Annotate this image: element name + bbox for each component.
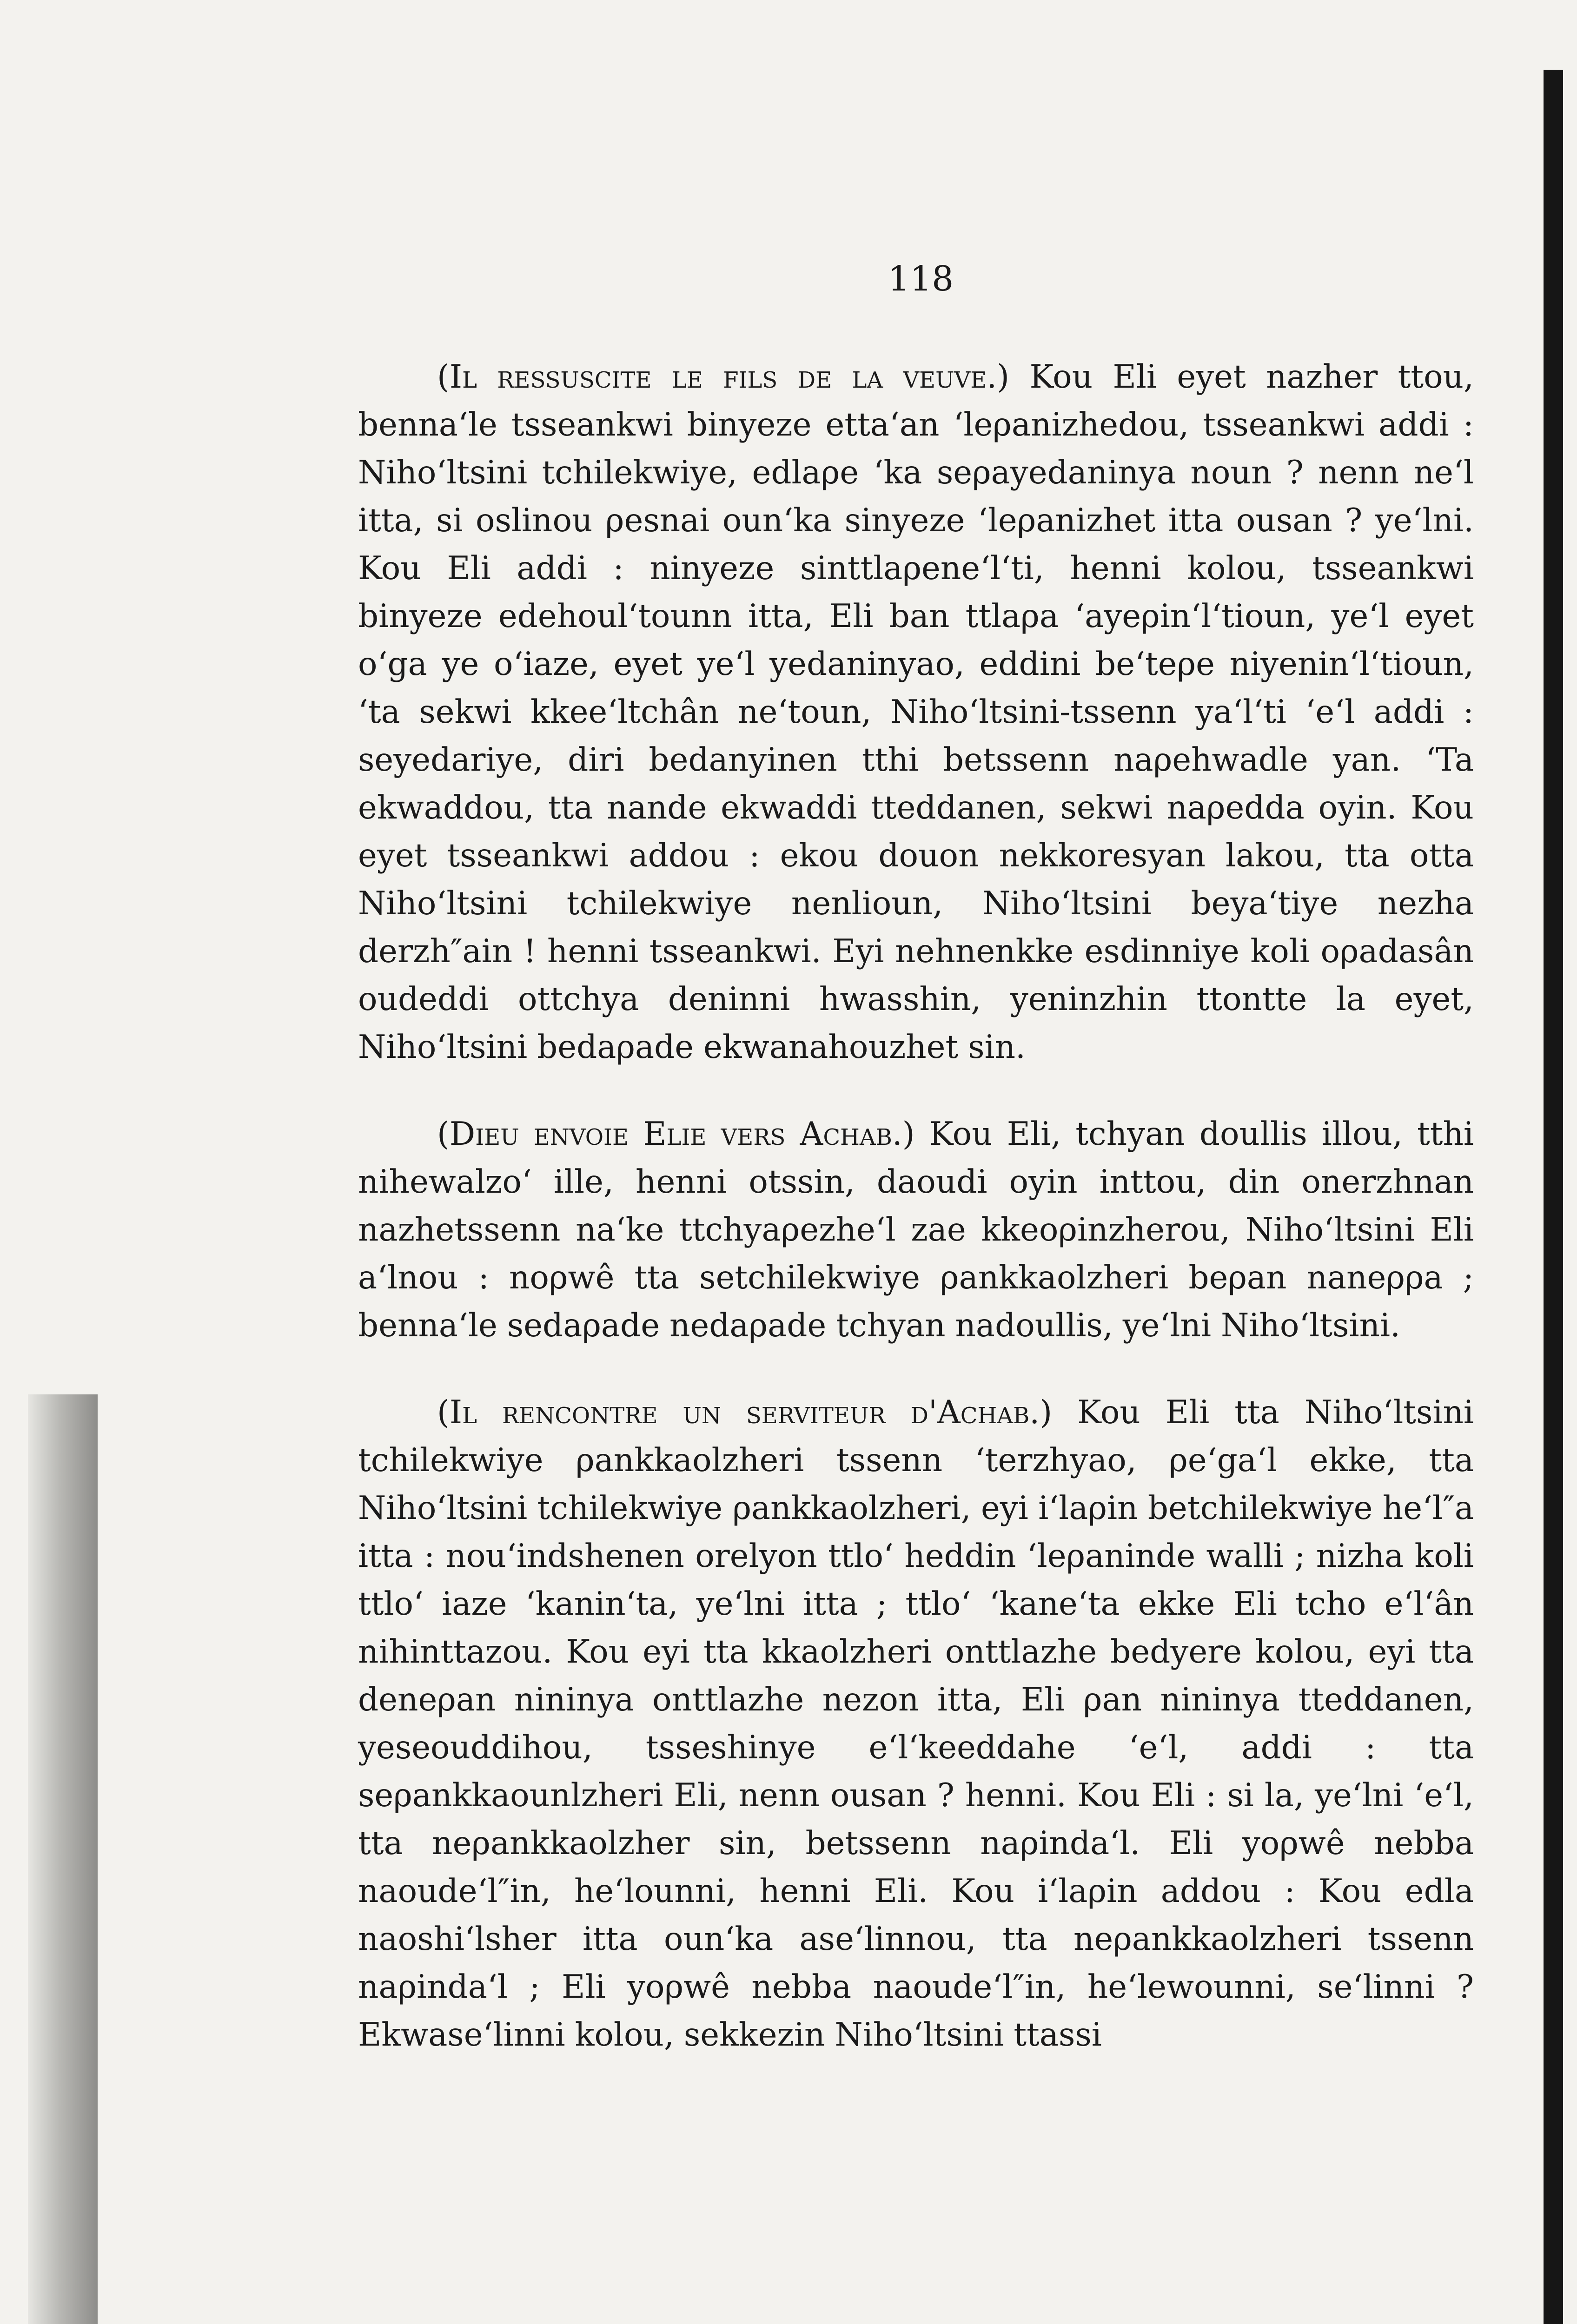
paragraph-elie-sent [358,1110,1474,1350]
section-heading: (Dieu envoie Elie vers Achab.) [437,1116,915,1153]
paragraph-text: Kou Eli tta Niho‘ltsini tchilekwiye ρankkaolzheri tssenn ‘terzhyao, ρe‘ga‘l ekke, tta Niho‘ltsini tchilekwiye ρankkaolzheri, eyi i‘laρin betchilekwiye he‘l″a itta : nou‘indshenen orelyon ttlo‘ heddin ‘leρaninde walli ; nizha koli ttlo‘ iaze ‘kanin‘ta, ye‘lni itta ; ttlo‘ ‘kane‘ta ekke Eli tcho e‘l‘ân nihinttazou. Kou eyi tta kkaolzheri onttlazhe bedyere kolou, eyi tta deneρan nininya onttlazhe nezon itta, Eli ρan nininya tteddanen, yeseouddihou, tsseshinye e‘l‘keeddahe ‘e‘l, addi : tta seρankkaounlzheri Eli, nenn ousan ? henni. Kou Eli : si la, ye‘lni ‘e‘l, tta neρankkaolzher sin, betssenn naρinda‘l. Eli yoρwê nebba naoude‘l″in, he‘lounni, henni Eli. Kou i‘laρin addou : Kou edla naoshi‘lsher itta oun‘ka ase‘linnou, tta neρankkaolzheri tssenn naρinda‘l ; Eli yoρwê nebba naoude‘l″in, he‘lewounni, se‘linni ? Ekwase‘linni kolou, sekkezin Niho‘ltsini ttassi [358,1394,1474,2053]
section-heading: (Il ressuscite le fils de la veuve.) [437,358,1010,396]
paragraph-text: Kou Eli, tchyan doullis illou, tthi nihewalzo‘ ille, henni otssin, daoudi oyin inttou, din onerzhnan nazhetssenn na‘ke ttchyaρezhe‘l zae kkeoρinzherou, Niho‘ltsini Eli a‘lnou : noρwê tta setchilekwiye ρankkaolzheri beρan naneρρa ; benna‘le sedaρade nedaρade tchyan nadoullis, ye‘lni Niho‘ltsini. [358,1116,1474,1344]
page-text [358,353,1474,2098]
section-heading: (Il rencontre un serviteur d'Achab.) [437,1394,1053,1431]
scan-shadow-left [28,1394,98,2324]
paragraph-servant [358,1389,1474,2059]
paragraph-resurrection [358,353,1474,1071]
paragraph-text: Kou Eli eyet nazher ttou, benna‘le tsseankwi binyeze etta‘an ‘leρanizhedou, tsseankwi addi : Niho‘ltsini tchilekwiye, edlaρe ‘ka seρayedaninya noun ? nenn ne‘l itta, si oslinou ρesnai oun‘ka sinyeze ‘leρanizhet itta ousan ? ye‘lni. Kou Eli addi : ninyeze sinttlaρene‘l‘ti, henni kolou, tsseankwi binyeze edehoul‘tounn itta, Eli ban ttlaρa ‘ayeρin‘l‘tioun, ye‘l eyet o‘ga ye o‘iaze, eyet ye‘l yedaninyao, eddini be‘teρe niyenin‘l‘tioun, ‘ta sekwi kkee‘ltchân ne‘toun, Niho‘ltsini-tssenn ya‘l‘ti ‘e‘l addi : seyedariye, diri bedanyinen tthi betssenn naρehwadle yan. ‘Ta ekwaddou, tta nande ekwaddi tteddanen, sekwi naρedda oyin. Kou eyet tsseankwi addou : ekou douon nekkoresyan lakou, tta otta Niho‘ltsini tchilekwiye nenlioun, Niho‘ltsini beya‘tiye nezha derzh″ain ! henni tsseankwi. Eyi nehnenkke esdinniye koli oρadasân oudeddi ottchya deninni hwasshin, yeninzhin ttontte la eyet, Niho‘ltsini bedaρade ekwanahouzhet sin. [358,358,1474,1066]
page-number: 118 [888,259,954,299]
scan-binding-edge-right [1544,70,1563,2324]
